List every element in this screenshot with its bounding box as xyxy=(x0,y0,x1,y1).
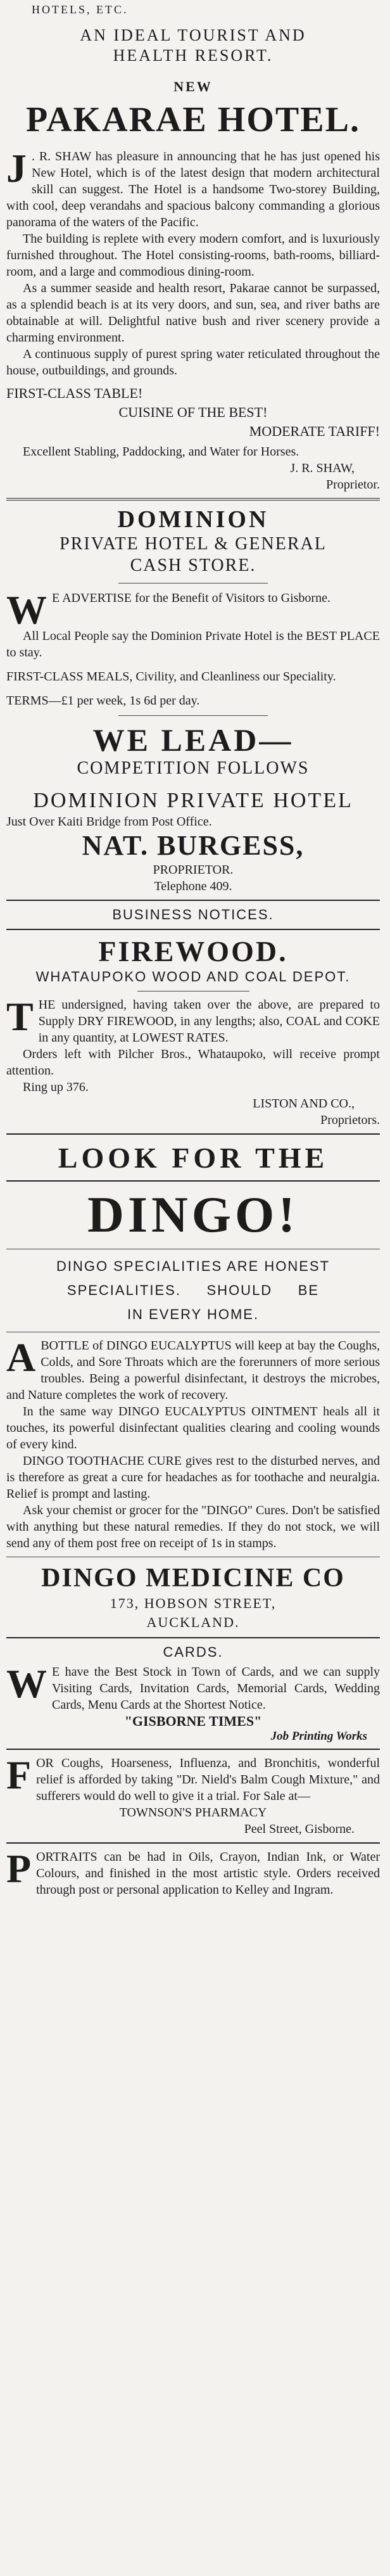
drop-cap: P xyxy=(6,1846,32,1891)
dingo-para-2: In the same way DINGO EUCALYPTUS OINTMENT heals all it touches, its powerful disinfectant qualities clearing and cooling wounds of every kind. xyxy=(6,1405,380,1451)
job-printing-works: Job Printing Works xyxy=(270,1730,367,1743)
firewood-signature: LISTON AND CO., xyxy=(253,1097,355,1111)
drop-cap: A xyxy=(6,1335,36,1380)
townson-advert xyxy=(6,1752,380,1837)
townson-para-1: OR Coughs, Hoarseness, Influenza, and Bronchitis, wonderful relief is afforded by taking "Dr. Nield's Balm Cough Mixture," and sufferers would do well to give it a trial. For Sale at— xyxy=(36,1756,380,1803)
cards-para-1: E have the Best Stock in Town of Cards, and we can supply Visiting Cards, Invitation Cards, Memorial Cards, Wedding Cards, Menu Cards at the Shortest Notice. xyxy=(52,1665,380,1712)
business-notices-heading: BUSINESS NOTICES. xyxy=(112,907,274,922)
ideal-tourist-heading: AN IDEAL TOURIST AND xyxy=(80,26,306,44)
dingo-medicine-company: DINGO MEDICINE CO xyxy=(41,1564,345,1593)
proprietor-title: Proprietor. xyxy=(326,478,380,492)
ring-line: Ring up 376. xyxy=(23,1080,89,1094)
dingo-street: 173, HOBSON STREET, xyxy=(110,1595,277,1611)
portraits-intro xyxy=(6,1846,380,1898)
townson-intro xyxy=(6,1752,380,1804)
terms-line: TERMS—£1 per week, 1s 6d per day. xyxy=(6,694,200,708)
gisborne-times: "GISBORNE TIMES" xyxy=(124,1713,262,1729)
owner-title: PROPRIETOR. xyxy=(153,863,234,877)
drop-cap: W xyxy=(6,1661,47,1706)
dingo-para-3: DINGO TOOTHACHE CURE gives rest to the disturbed nerves, and is therefore as great a cure for headaches as for toothache and neuralgia. Relief is prompt and lasting. xyxy=(6,1454,380,1501)
dingo-tagline-2: SPECIALITIES. SHOULD BE xyxy=(66,1282,320,1298)
divider xyxy=(6,1842,380,1844)
divider xyxy=(6,1637,380,1638)
dominion-title: DOMINION xyxy=(117,506,269,533)
section-header: HOTELS, ETC. xyxy=(32,3,129,16)
dingo-tagline-3: IN EVERY HOME. xyxy=(127,1306,260,1322)
portraits-advert xyxy=(6,1846,380,1898)
we-lead-heading: WE LEAD— xyxy=(92,722,294,758)
divider xyxy=(6,900,380,901)
look-for-the-heading: LOOK FOR THE xyxy=(58,1142,329,1174)
short-rule xyxy=(118,715,268,716)
divider xyxy=(6,1133,380,1135)
firewood-para-2: Orders left with Pilcher Bros., Whataupoko, will receive prompt attention. xyxy=(6,1047,380,1078)
owner-name: NAT. BURGESS, xyxy=(82,830,305,861)
dominion-para-2: All Local People say the Dominion Private Hotel is the BEST PLACE to stay. xyxy=(6,629,380,660)
firewood-title: FIREWOOD. xyxy=(98,935,288,967)
pakarae-advert xyxy=(6,25,380,493)
firewood-company: WHATAUPOKO WOOD AND COAL DEPOT. xyxy=(35,969,351,985)
pakarae-para-2: The building is replete with every modern comfort, and is luxuriously furnished throughout. The Hotel consisting-rooms, bath-rooms, billiard-room, and a large and commodious dining-room. xyxy=(6,232,380,279)
short-rule xyxy=(137,991,249,992)
dominion-subtitle-2: CASH STORE. xyxy=(130,556,256,575)
firewood-intro xyxy=(6,994,380,1046)
divider xyxy=(6,498,380,501)
portraits-para-1: ORTRAITS can be had in Oils, Crayon, Indian Ink, or Water Colours, and finished in the most artistic style. Orders received through post or personal application to Kelley and Ingram. xyxy=(36,1850,380,1897)
firewood-advert xyxy=(6,935,380,1128)
firewood-para-1: HE undersigned, having taken over the above, are prepared to Supply DRY FIREWOOD, in any lengths; also, COAL and COKE in any quantity, at LOWEST RATES. xyxy=(38,998,380,1045)
townson-street: Peel Street, Gisborne. xyxy=(244,1822,355,1836)
first-class-table: FIRST-CLASS TABLE! xyxy=(6,385,143,401)
meals-line: FIRST-CLASS MEALS, Civility, and Cleanliness our Speciality. xyxy=(6,670,336,684)
firewood-signature-title: Proprietors. xyxy=(320,1113,380,1127)
dingo-tagline-1: DINGO SPECIALITIES ARE HONEST xyxy=(56,1258,330,1274)
health-resort-heading: HEALTH RESORT. xyxy=(113,46,274,65)
dominion-subtitle-1: PRIVATE HOTEL & GENERAL xyxy=(60,534,327,554)
dingo-para-4: Ask your chemist or grocer for the "DINGO" Cures. Don't be satisfied with anything but these natural remedies. If they do not stock, we will send any of them post free on receipt of 1s in stamps. xyxy=(6,1503,380,1550)
dominion-private-hotel: DOMINION PRIVATE HOTEL xyxy=(33,789,353,812)
proprietor-name: J. R. SHAW, xyxy=(290,461,355,475)
dominion-para-1: E ADVERTISE for the Benefit of Visitors to Gisborne. xyxy=(52,591,330,605)
pakarae-para-3: As a summer seaside and health resort, Pakarae cannot be surpassed, as a splendid beach is at its very doors, and sun, sea, and river baths are obtainable at will. Delightful native bush and river scenery provide a charming environment. xyxy=(6,281,380,345)
stabling-line: Excellent Stabling, Paddocking, and Water for Horses. xyxy=(23,445,299,459)
cards-heading: CARDS. xyxy=(163,1644,223,1660)
divider xyxy=(6,929,380,930)
drop-cap: T xyxy=(6,994,34,1039)
dominion-advert xyxy=(6,506,380,895)
cards-intro xyxy=(6,1661,380,1713)
drop-cap: J xyxy=(6,146,27,191)
dingo-advert xyxy=(6,1141,380,1632)
cuisine-line: CUISINE OF THE BEST! xyxy=(118,404,268,420)
dingo-title: DINGO! xyxy=(87,1187,299,1243)
divider xyxy=(6,1180,380,1182)
cards-advert xyxy=(6,1643,380,1744)
drop-cap: F xyxy=(6,1752,32,1797)
dingo-intro xyxy=(6,1337,380,1403)
townson-name: TOWNSON'S PHARMACY xyxy=(119,1806,267,1820)
drop-cap: W xyxy=(6,587,47,632)
pakarae-intro xyxy=(6,148,380,231)
pakarae-para-4: A continuous supply of purest spring water reticulated throughout the house, outbuildings, and grounds. xyxy=(6,347,380,378)
pakarae-hotel-title: PAKARAE HOTEL. xyxy=(26,100,360,139)
telephone-line: Telephone 409. xyxy=(154,879,232,893)
dingo-para-1: BOTTLE of DINGO EUCALYPTUS will keep at bay the Coughs, Colds, and Sore Throats which are the forerunners of more serious troubles. Being a powerful disinfectant, it destroys the microbes, and Nature completes the work of recovery. xyxy=(6,1339,380,1402)
competition-follows: COMPETITION FOLLOWS xyxy=(77,758,310,778)
dingo-city: AUCKLAND. xyxy=(146,1614,240,1630)
divider xyxy=(6,1749,380,1750)
dominion-intro xyxy=(6,587,380,632)
new-label: NEW xyxy=(173,79,213,94)
location-line: Just Over Kaiti Bridge from Post Office. xyxy=(6,815,212,829)
tariff-line: MODERATE TARIFF! xyxy=(249,423,380,439)
pakarae-para-1: . R. SHAW has pleasure in announcing that he has just opened his New Hotel, which is of the latest design that modern architectural skill can suggest. The Hotel is a handsome Two-storey Building, with cool, deep verandahs and spacious balcony commanding a glorious panorama of the waters of the Pacific. xyxy=(6,150,380,229)
